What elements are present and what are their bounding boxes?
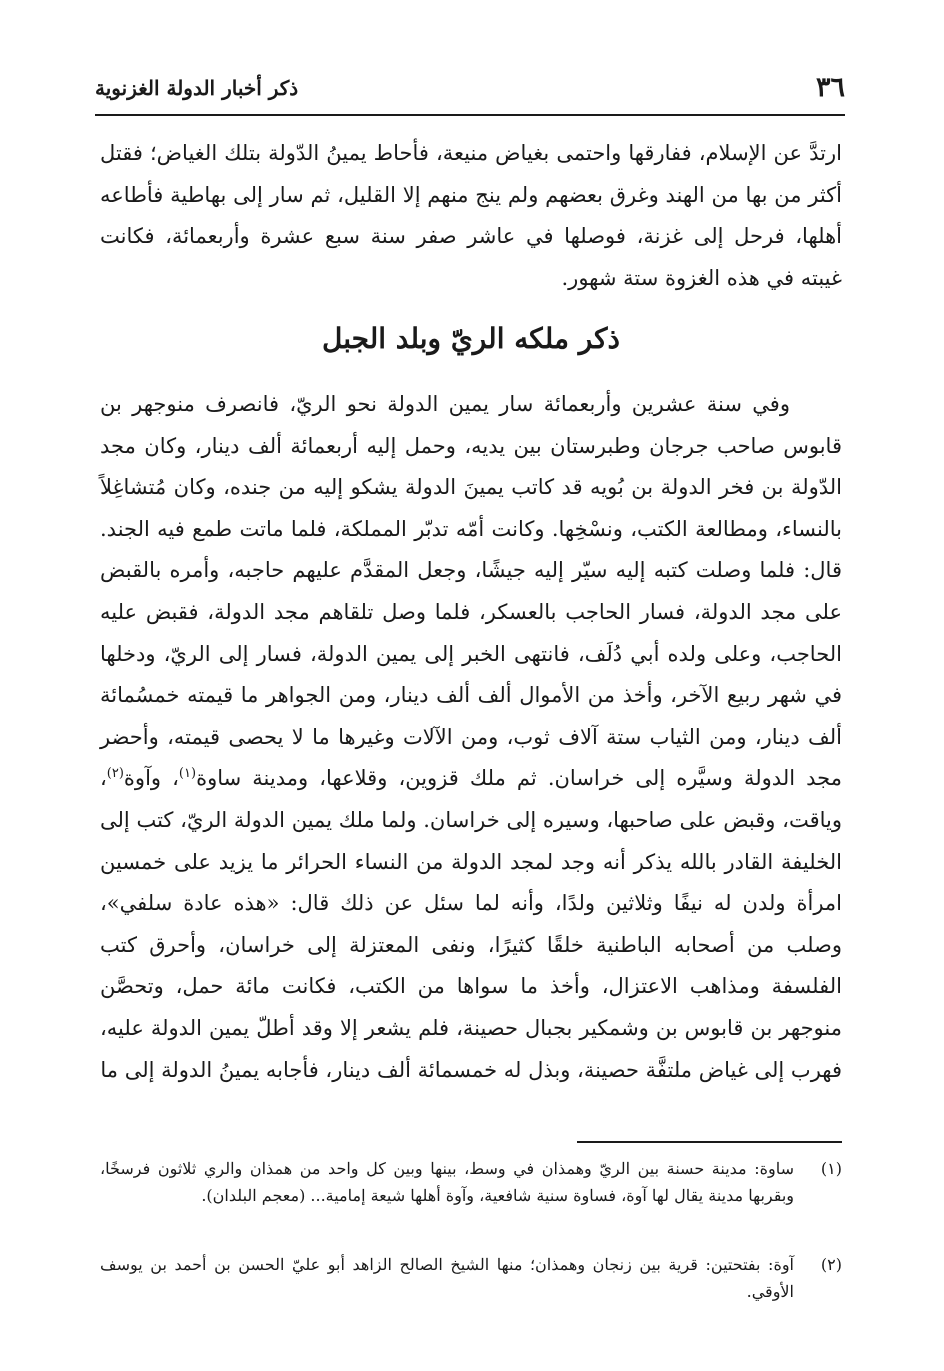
page-header [95,70,845,110]
footnote-2 [100,1251,842,1305]
header-rule [95,114,845,116]
footnote-ref-1: (١) [178,766,197,782]
footnote-text: ساوة: مدينة حسنة بين الريّ وهمذان في وسط، بينها وبين كل واحد من همذان والري ثلاثون فرسخًا، وبقربها مدينة يقال لها آوة، فساوة سنية شافعية، وآوة أهلها شيعة إمامية... (معجم البلدان). [100,1159,794,1205]
footnote-separator [577,1141,842,1143]
footnote-ref-2: (٢) [106,766,124,782]
running-title: ذكر أخبار الدولة الغزنوية [95,76,299,100]
paragraph-main [100,384,842,1091]
page-number: ٣٦ [815,72,845,103]
footnote-number: (٢) [820,1255,842,1274]
paragraph-part-b: ، وآوة [123,766,179,791]
paragraph-continued: ارتدَّ عن الإسلام، ففارقها واحتمى بغياض منيعة، فأحاط يمينُ الدّولة بتلك الغياض؛ فقتل أكثر من بها من الهند وغرق بعضهم ولم ينج منهم إلا القليل، ثم سار إلى بهاطية فأطاعه أهلها، فرحل إلى غزنة، فوصلها في عاشر صفر سنة سبع عشرة وأربعمائة، فكانت غيبته في هذه الغزوة ستة شهور. [100,141,842,290]
footnote-number: (١) [820,1159,842,1178]
footnote-1 [100,1155,842,1209]
section-title: ذكر ملكه الريّ وبلد الجبل [322,322,620,355]
footnote-text: آوة: بفتحتين: قرية بين زنجان وهمذان؛ منها الشيخ الصالح الزاهد أبو عليّ الحسن بن أحمد بن يوسف الأوقي. [100,1255,794,1301]
paragraph-part-c: ، وياقت، وقبض على صاحبها، وسيره إلى خراسان. ولما ملك يمين الدولة الريّ، كتب إلى الخليفة القادر بالله يذكر أنه وجد لمجد الدولة من النساء الحرائر ما يزيد على خمسين امرأة ولدن له نيفًا وثلاثين ولدًا، وأنه لما سئل عن ذلك قال: «هذه عادة سلفي»، وصلب من أصحابه الباطنية خلقًا كثيرًا، ونفى المعتزلة إلى خراسان، وأحرق كتب الفلسفة ومذاهب الاعتزال، وأخذ ما سواها من الكتب، فكانت مائة حمل، وتحصَّن منوجهر بن قابوس بن وشمكير بجبال حصينة، فلم يشعر إلا وقد أطلّ يمين الدولة عليه، فهرب إلى غياض ملتفَّة حصينة، وبذل له خمسمائة ألف دينار، فأجابه يمينُ الدولة إلى ما [100,766,842,1082]
paragraph-part-a: وفي سنة عشرين وأربعمائة سار يمين الدولة نحو الريّ، فانصرف منوجهر بن قابوس صاحب جرجان وطبرستان بين يديه، وحمل إليه أربعمائة ألف دينار، وكان مجد الدّولة بن فخر الدولة بن بُويه قد كاتب يمينَ الدولة يشكو إليه من جنده، وكان مُتشاغِلاً بالنساء، ومطالعة الكتب، ونسْخِها. وكانت أمّه تدبّر المملكة، فلما ماتت طمع فيه الجند. قال: فلما وصلت كتبه إليه سيّر إليه جيشًا، وجعل المقدَّم عليهم حاجبه، وأمره بالقبض على مجد الدولة، فسار الحاجب بالعسكر، فلما وصل تلقاهم مجد الدولة، فقبض عليه الحاجب، وعلى ولده أبي دُلَف، فانتهى الخبر إلى يمين الدولة، فسار إلى الريّ، ودخلها في شهر ربيع الآخر، وأخذ من الأموال ألف ألف دينار، ومن الجواهر ما قيمته خمسُمائة ألف دينار، ومن الثياب ستة آلاف ثوب، ومن الآلات وغيرها ما لا يحصى قيمته، وأحضر مجد الدولة وسيَّره إلى خراسان. ثم ملك قزوين، وقلاعها، ومدينة ساوة [100,392,842,791]
